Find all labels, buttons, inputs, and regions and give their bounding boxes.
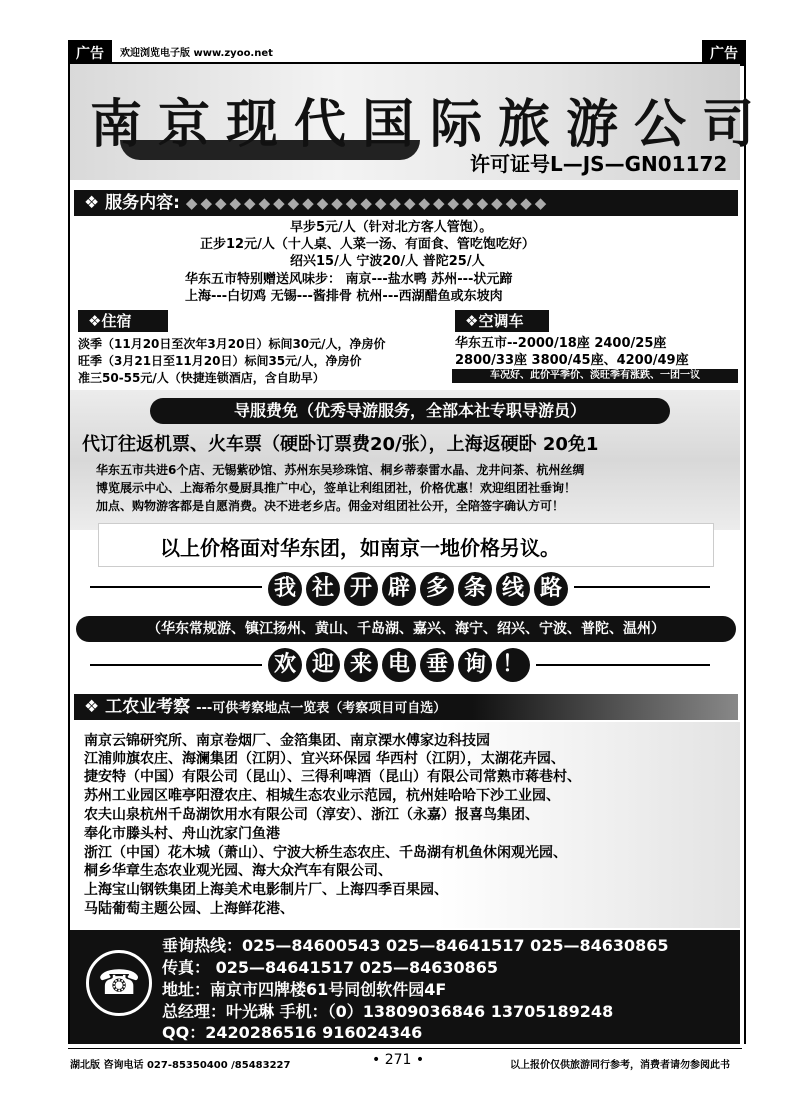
headline-char: 线	[496, 572, 530, 606]
ad-tag-right: 广告	[702, 40, 746, 66]
service-line: 绍兴15/人 宁波20/人 普陀25/人	[290, 254, 485, 269]
welcome-char: ！	[496, 648, 530, 682]
company-title: 南京现代国际旅游公司	[90, 94, 771, 155]
phone-icon: ☎	[86, 950, 152, 1016]
headline-char: 社	[306, 572, 340, 606]
welcome-char: 电	[382, 648, 416, 682]
inspection-line: 江浦帅旗农庄、海澜集团（江阴）、宜兴环保园 华西村（江阴），太湖花卉园、	[84, 751, 565, 767]
footer-right: 以上报价仅供旅游同行参考，消费者请勿参阅此书	[510, 1060, 730, 1071]
welcome-char: 垂	[420, 648, 454, 682]
inspection-line: 南京云锦研究所、南京卷烟厂、金箔集团、南京溧水傅家边科技园	[84, 733, 490, 749]
headline-char: 条	[458, 572, 492, 606]
inspection-line: 捷安特（中国）有限公司（昆山）、三得利啤酒（昆山）有限公司常熟市蒋巷村、	[84, 769, 581, 785]
contact-hotline: 垂询热线：025—84600543 025—84641517 025—84630865	[162, 936, 669, 955]
welcome-char: 来	[344, 648, 378, 682]
welcome-char: 迎	[306, 648, 340, 682]
inspection-line: 农夫山泉杭州千岛湖饮用水有限公司（淳安）、浙江（永嘉）报喜鸟集团、	[84, 807, 539, 823]
routes-list: （华东常规游、镇江扬州、黄山、千岛湖、嘉兴、海宁、绍兴、宁波、普陀、温州）	[76, 616, 736, 642]
diamond-pattern: ◆◆◆◆◆◆◆◆◆◆◆◆◆◆◆◆◆◆◆◆◆◆◆◆◆	[185, 194, 550, 212]
contact-manager: 总经理：叶光琳 手机：（0）13809036846 13705189248	[162, 1002, 614, 1021]
service-header	[74, 190, 738, 216]
footer-rule	[68, 1048, 742, 1049]
service-line: 正步12元/人（十人桌、人菜一汤、有面食、管吃饱吃好）	[200, 237, 535, 252]
contact-fax: 传真： 025—84641517 025—84630865	[162, 958, 499, 977]
footer-left: 湖北版 咨询电话 027-85350400 /85483227	[70, 1060, 291, 1071]
lodging-line: 淡季（11月20日至次年3月20日）标间30元/人，净房价	[78, 337, 386, 351]
service-title: 服务内容:	[105, 193, 180, 213]
price-note: 以上价格面对华东团，如南京一地价格另议。	[160, 536, 560, 560]
headline-char: 开	[344, 572, 378, 606]
bus-note: 车况好、此价平季价、淡旺季有涨跌、一团一议	[452, 369, 738, 383]
service-line: 上海---白切鸡 无锡---酱排骨 杭州---西湖醋鱼或东坡肉	[185, 289, 503, 304]
welcome-char: 欢	[268, 648, 302, 682]
diamond-icon: ❖	[84, 193, 100, 213]
diamond-icon: ❖	[88, 312, 102, 330]
inspection-subtitle: ---可供考察地点一览表（考察项目可自选）	[196, 701, 447, 716]
contact-address: 地址：南京市四牌楼61号同创软件园4F	[162, 980, 447, 999]
tickets-text: 代订往返机票、火车票（硬卧订票费20/张），上海返硬卧 20免1	[82, 434, 599, 455]
lodging-line: 准三50-55元/人（快捷连锁酒店，含自助早）	[78, 371, 325, 385]
bus-header	[455, 310, 549, 332]
page-number: • 271 •	[372, 1052, 425, 1068]
welcome-text: 欢迎浏览电子版 www.zyoo.net	[120, 48, 273, 59]
inspection-line: 奉化市滕头村、舟山沈家门鱼港	[84, 826, 280, 842]
headline-char: 路	[534, 572, 568, 606]
guide-banner: 导服费免（优秀导游服务，全部本社专职导游员）	[150, 398, 670, 424]
welcome-char: 询	[458, 648, 492, 682]
service-line: 华东五市特别赠送风味步： 南京---盐水鸭 苏州---状元蹄	[185, 272, 513, 287]
contact-qq: QQ：2420286516 916024346	[162, 1023, 423, 1042]
bus-line: 华东五市--2000/18座 2400/25座	[455, 336, 667, 351]
diamond-icon: ❖	[84, 697, 100, 717]
headline-char: 辟	[382, 572, 416, 606]
inspection-line: 桐乡华章生态农业观光园、海大众汽车有限公司、	[84, 863, 392, 879]
diamond-icon: ❖	[465, 312, 479, 330]
bus-line: 2800/33座 3800/45座、4200/49座	[455, 353, 689, 368]
lodging-title: 住宿	[101, 312, 132, 330]
service-line: 早步5元/人（针对北方客人管饱）。	[290, 220, 493, 235]
inspection-line: 马陆葡萄主题公园、上海鲜花港、	[84, 901, 294, 917]
headline-char: 多	[420, 572, 454, 606]
lodging-line: 旺季（3月21日至11月20日）标间35元/人，净房价	[78, 354, 362, 368]
bus-title: 空调车	[478, 312, 524, 330]
headline-char: 我	[268, 572, 302, 606]
inspection-header	[74, 694, 738, 720]
inspection-title: 工农业考察	[105, 697, 191, 717]
inspection-line: 浙江（中国）花木城（萧山）、宁波大桥生态农庄、千岛湖有机鱼休闲观光园、	[84, 845, 567, 861]
routes-headline	[262, 572, 574, 606]
shopping-line: 加点、购物游客都是自愿消费。决不进老乡店。佣金对组团社公开，全陪签字确认方可！	[96, 499, 565, 513]
inspection-line: 上海宝山钢铁集团上海美术电影制片厂、上海四季百果园、	[84, 882, 448, 898]
welcome-headline	[262, 648, 536, 682]
ad-tag-left: 广告	[68, 40, 112, 66]
lodging-header	[78, 310, 168, 332]
shopping-line: 华东五市共进6个店、无锡紫砂馆、苏州东吴珍珠馆、桐乡蒂泰雷水晶、龙井问茶、杭州丝绸	[96, 463, 585, 477]
inspection-line: 苏州工业园区唯亭阳澄农庄、相城生态农业示范园，杭州娃哈哈下沙工业园、	[84, 788, 560, 804]
shopping-line: 博览展示中心、上海希尔曼厨具推广中心，签单让利组团社，价格优惠！欢迎组团社垂询！	[96, 481, 577, 495]
license-number: 许可证号L—JS—GN01172	[470, 152, 728, 176]
